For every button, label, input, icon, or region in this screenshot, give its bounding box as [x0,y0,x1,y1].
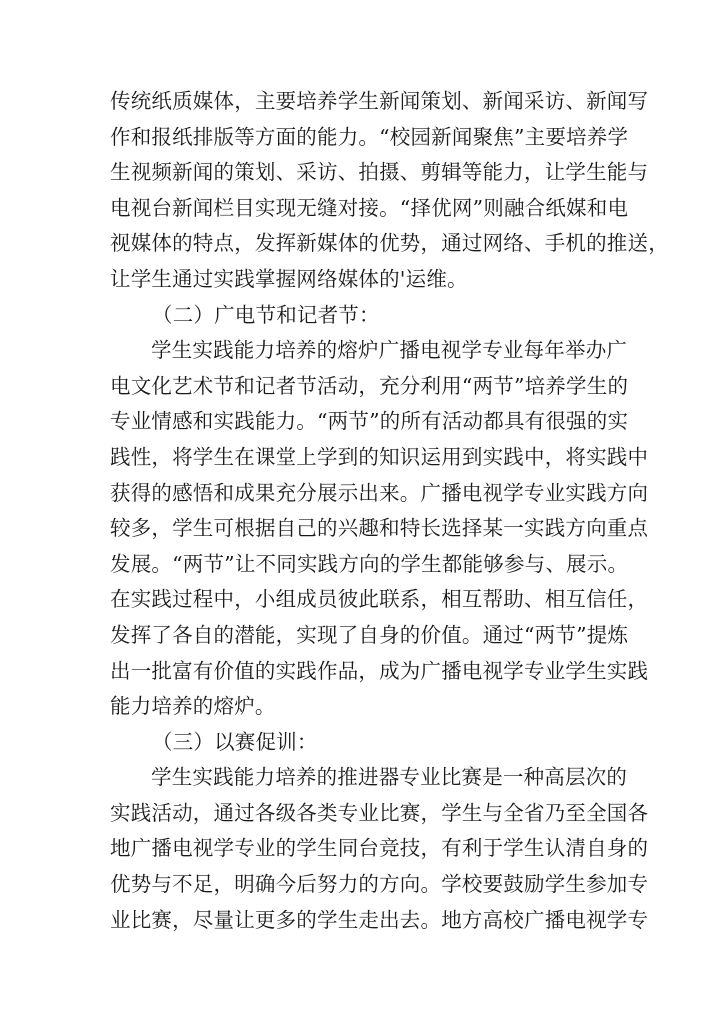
text-line: 优势与不足，明确今后努力的方向。学校要鼓励学生参加专 [110,872,649,897]
body-text [110,84,669,938]
text-line: 让学生通过实践掌握网络媒体的'运维。 [110,266,468,291]
text-line: 出一批富有价值的实践作品，成为广播电视学专业学生实践 [110,658,649,683]
text-line: 较多，学生可根据自己的兴趣和特长选择某一实践方向重点 [110,516,649,541]
text-line: 专业情感和实践能力。“两节”的所有活动都具有很强的实 [110,409,629,434]
text-line: 视媒体的特点，发挥新媒体的优势，通过网络、手机的推送， [110,231,669,256]
section-heading: （二）广电节和记者节： [152,302,380,327]
text-line: 生视频新闻的策划、采访、拍摄、剪辑等能力，让学生能与 [110,160,649,185]
text-line: 电视台新闻栏目实现无缝对接。“择优网”则融合纸媒和电 [110,195,629,220]
text-line: 发挥了各自的潜能，实现了自身的价值。通过“两节”提炼 [110,622,629,647]
section-heading: （三）以赛促训： [152,729,318,754]
text-line: 电文化艺术节和记者节活动，充分利用“两节”培养学生的 [110,373,629,398]
text-line: 业比赛，尽量让更多的学生走出去。地方高校广播电视学专 [110,907,649,932]
text-line: 能力培养的熔炉。 [110,694,276,719]
text-line: 学生实践能力培养的推进器专业比赛是一种高层次的 [151,765,628,790]
text-line: 在实践过程中，小组成员彼此联系，相互帮助、相互信任， [110,587,649,612]
text-line: 传统纸质媒体，主要培养学生新闻策划、新闻采访、新闻写 [110,89,649,113]
text-line: 作和报纸排版等方面的能力。“校园新闻聚焦”主要培养学 [110,124,629,149]
text-line: 学生实践能力培养的熔炉广播电视学专业每年举办广 [151,338,628,363]
text-line: 实践活动，通过各级各类专业比赛，学生与全省乃至全国各 [110,800,649,825]
text-line: 地广播电视学专业的学生同台竞技，有利于学生认清自身的 [110,836,649,861]
text-line: 发展。“两节”让不同实践方向的学生都能够参与、展示。 [110,551,629,576]
text-line: 践性，将学生在课堂上学到的知识运用到实践中，将实践中 [110,444,649,469]
text-line: 获得的感悟和成果充分展示出来。广播电视学专业实践方向 [110,480,649,505]
